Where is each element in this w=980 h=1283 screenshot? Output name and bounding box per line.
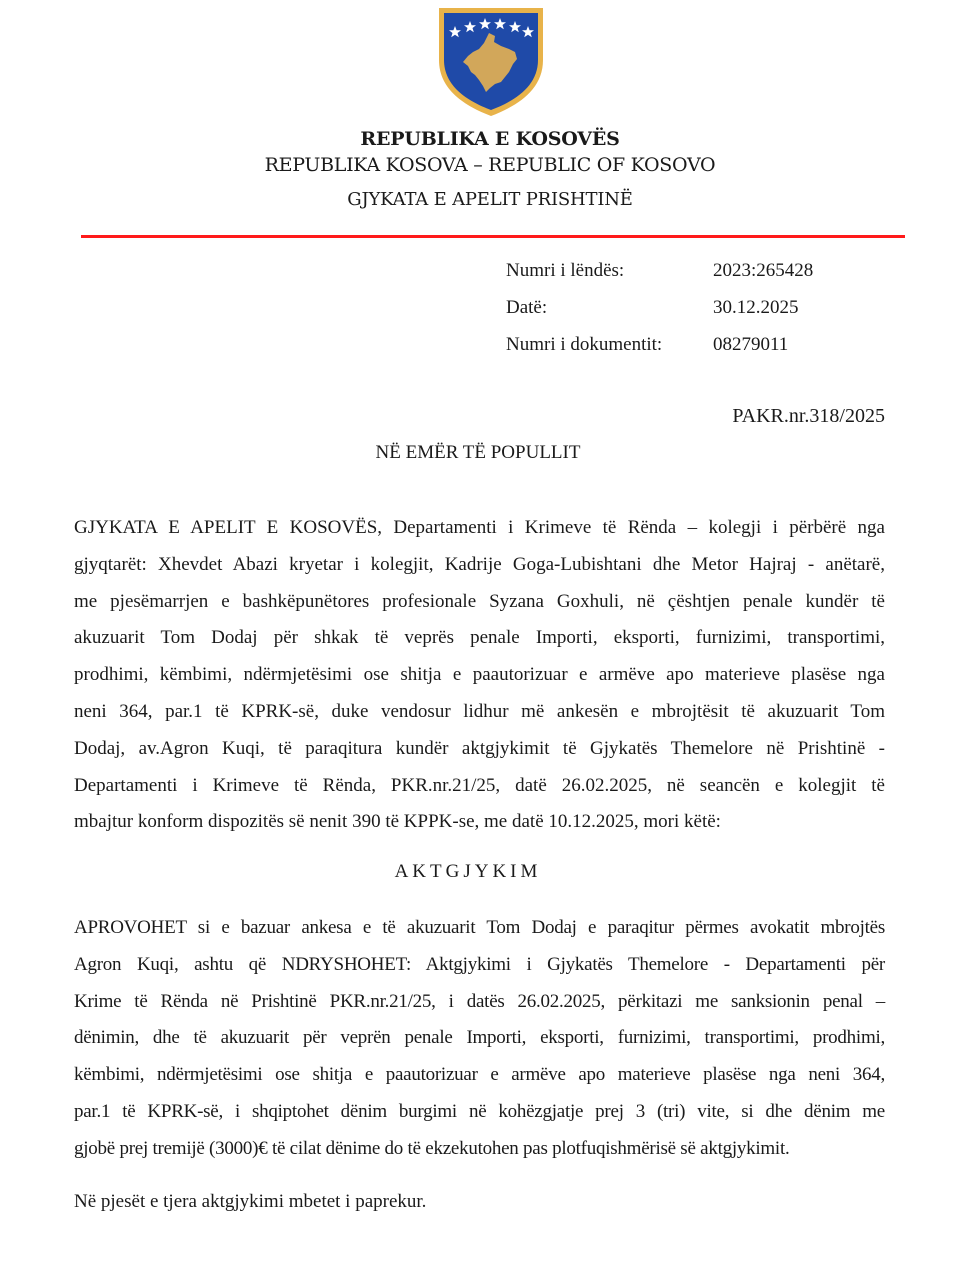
meta-value: 2023:265428 [713, 260, 814, 281]
meta-label: Numri i lëndës: [506, 260, 625, 281]
kosovo-coat-of-arms-icon [435, 2, 547, 118]
paragraph-line: neni 364, par.1 të KPRK-së, duke vendosur lidhur më ankesën e mbrojtësit të akuzuarit Tom [74, 700, 885, 722]
closing-paragraph [74, 1184, 885, 1221]
court-name: GJYKATA E APELIT PRISHTINË [347, 189, 633, 210]
paragraph-line: par.1 të KPRK-së, i shqiptohet dënim burgimi në kohëzgjatje prej 3 (tri) vite, si dhe dënim me [74, 1100, 885, 1122]
paragraph-line: gjyqtarët: Xhevdet Abazi kryetar i kolegjit, Kadrije Goga-Lubishtani dhe Metor Hajraj - anëtarë, [74, 553, 885, 575]
header-divider [81, 235, 905, 238]
verdict-title: AKTGJYKIM [394, 861, 542, 882]
paragraph-line: Agron Kuqi, ashtu që NDRYSHOHET: Aktgjykimi i Gjykatës Themelore - Departamenti për [74, 953, 885, 975]
paragraph-line: Departamenti i Krimeve të Rënda, PKR.nr.21/25, datë 26.02.2025, në seancën e kolegjit të [74, 774, 885, 796]
country-title-multilingual: REPUBLIKA KOSOVA – REPUBLIC OF KOSOVO [264, 154, 716, 176]
verdict-paragraph [74, 910, 885, 1168]
meta-value: 30.12.2025 [713, 297, 799, 318]
paragraph-line: këmbimi, ndërmjetësimi ose shitja e paautorizuar e armëve apo materieve plasëse nga neni 364, [74, 1064, 885, 1086]
country-title-albanian: REPUBLIKA E KOSOVËS [360, 128, 620, 150]
meta-label: Numri i dokumentit: [506, 334, 663, 355]
paragraph-line: prodhimi, këmbimi, ndërmjetësimi ose shitja e paautorizuar e armëve apo materieve plasëse nga [74, 664, 885, 686]
meta-value: 08279011 [713, 334, 789, 355]
paragraph-line: Dodaj, av.Agron Kuqi, të paraqitura kundër aktgjykimit të Gjykatës Themelore në Prishtinë - [74, 737, 885, 759]
paragraph-line: GJYKATA E APELIT E KOSOVËS, Departamenti i Krimeve të Rënda – kolegji i përbërë nga [74, 517, 885, 538]
intro-paragraph [74, 510, 885, 841]
meta-label: Datë: [506, 297, 548, 318]
in-the-name-heading: NË EMËR TË POPULLIT [375, 442, 581, 463]
case-reference: PAKR.nr.318/2025 [732, 405, 885, 427]
paragraph-line: dënimin, dhe të akuzuarit për veprën penale Importi, eksporti, furnizimi, transportimi, prodhimi, [74, 1027, 885, 1049]
paragraph-line: mbajtur konform dispozitës së nenit 390 të KPPK-se, me datë 10.12.2025, mori këtë: [74, 811, 721, 833]
paragraph-line: APROVOHET si e bazuar ankesa e të akuzuarit Tom Dodaj e paraqitur përmes avokatit mbrojtës [74, 917, 885, 938]
paragraph-line: me pjesëmarrjen e bashkëpunëtores profesionale Syzana Goxhuli, në çështjen penale kundër të [74, 590, 885, 612]
paragraph-line: akuzuarit Tom Dodaj për shkak të veprës penale Importi, eksporti, furnizimi, transportimi, [74, 627, 885, 649]
paragraph-line: Krime të Rënda në Prishtinë PKR.nr.21/25, i datës 26.02.2025, përkitazi me sanksionin penal – [74, 990, 885, 1012]
paragraph-line: gjobë prej tremijë (3000)€ të cilat dënime do të ekzekutohen pas plotfuqishmërisë së aktgjykimit. [74, 1137, 790, 1159]
paragraph-line: Në pjesët e tjera aktgjykimi mbetet i paprekur. [74, 1191, 427, 1212]
